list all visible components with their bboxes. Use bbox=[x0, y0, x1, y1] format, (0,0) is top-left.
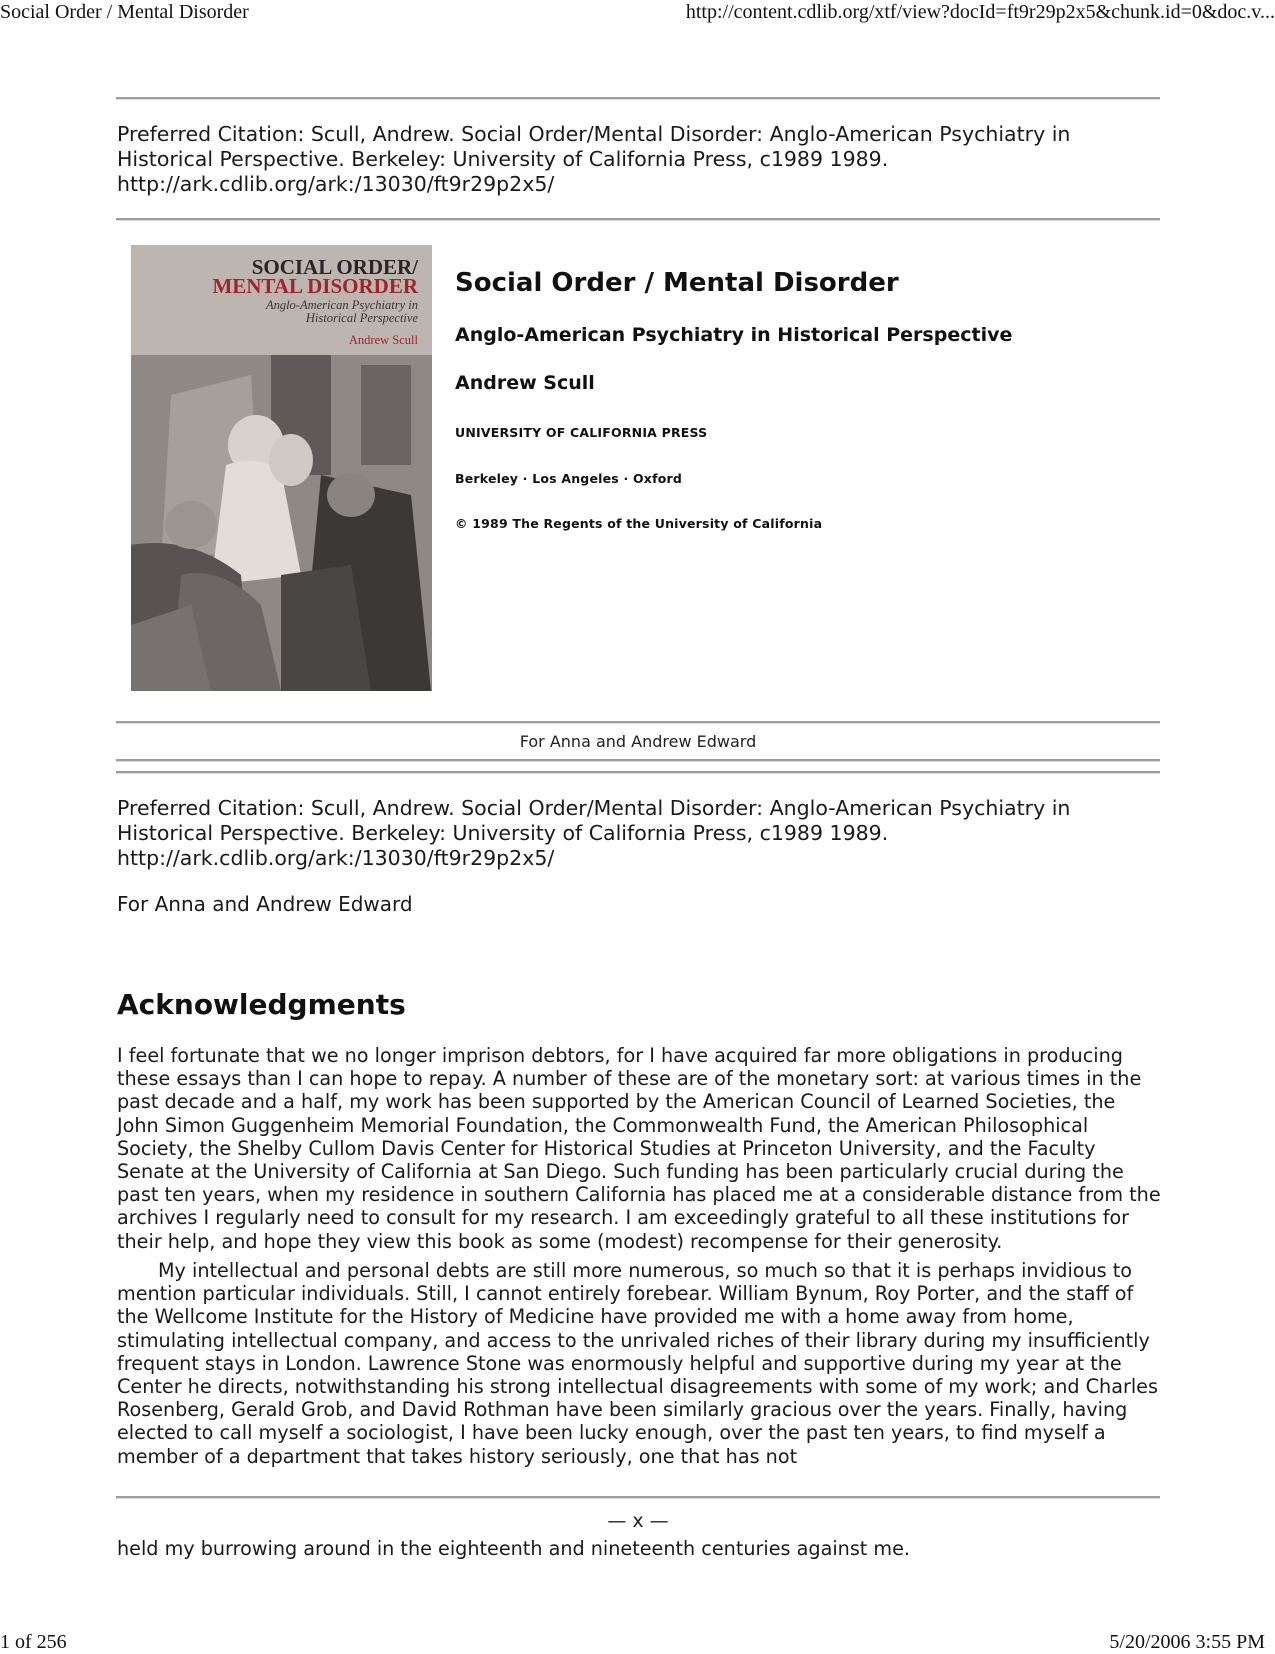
book-cover-image bbox=[131, 245, 432, 691]
text-line: Rosenberg, Gerald Grob, and David Rothman have been similarly gracious over the years. Finally, having bbox=[117, 1398, 1128, 1422]
text-line: stimulating intellectual company, and access to the unrivaled riches of their library during my insufficiently bbox=[117, 1328, 1150, 1352]
print-header-title: Social Order / Mental Disorder bbox=[0, 1, 249, 23]
text-line: the Wellcome Institute for the History of Medicine have provided me with a home away from home, bbox=[117, 1305, 1074, 1329]
text-line: My intellectual and personal debts are still more numerous, so much so that it is perhaps invidious to bbox=[158, 1259, 1133, 1282]
section-heading: Acknowledgments bbox=[117, 988, 406, 1021]
text-line: past ten years, when my residence in southern California has placed me at a considerable distance from the bbox=[117, 1183, 1161, 1207]
text-line: frequent stays in London. Lawrence Stone was enormously helpful and supportive during my year at the bbox=[117, 1351, 1122, 1375]
citation-line: Preferred Citation: Scull, Andrew. Social Order/Mental Disorder: Anglo-American Psychiatry in bbox=[117, 122, 1071, 146]
divider bbox=[116, 771, 1160, 774]
divider bbox=[116, 1496, 1160, 1499]
text-line: John Simon Guggenheim Memorial Foundation, the Commonwealth Fund, the American Philosophical bbox=[117, 1113, 1089, 1137]
citation-block-repeat bbox=[117, 796, 1167, 871]
citation-line: Historical Perspective. Berkeley: University of California Press, c1989 1989. bbox=[117, 147, 889, 171]
citation-line: Historical Perspective. Berkeley: University of California Press, c1989 1989. bbox=[117, 821, 889, 845]
publisher-places: Berkeley · Los Angeles · Oxford bbox=[455, 471, 683, 486]
cover-subtitle: Anglo-American Psychiatry in Historical Perspective bbox=[265, 298, 418, 325]
text-line: Society, the Shelby Cullom Davis Center for Historical Studies at Princeton University, and the Faculty bbox=[117, 1136, 1096, 1160]
continuation-line: held my burrowing around in the eighteenth and nineteenth centuries against me. bbox=[117, 1537, 911, 1560]
text-line: elected to call myself a sociologist, I have been lucky enough, over the past ten years, to find myself a bbox=[117, 1421, 1106, 1445]
copyright-notice: © 1989 The Regents of the University of California bbox=[455, 516, 823, 531]
text-line: past decade and a half, my work has been supported by the American Council of Learned Societies, the bbox=[117, 1090, 1116, 1114]
text-line: their help, and hope they view this book as some (modest) recompense for their generosity. bbox=[117, 1229, 1003, 1253]
cover-title-line2: MENTAL DISORDER bbox=[212, 274, 418, 298]
book-title: Social Order / Mental Disorder bbox=[455, 268, 899, 298]
text-line: I feel fortunate that we no longer imprison debtors, for I have acquired far more obligations in producing bbox=[117, 1044, 1123, 1067]
text-line: Senate at the University of California at San Diego. Such funding has been particularly crucial during the bbox=[117, 1160, 1124, 1184]
dedication: For Anna and Andrew Edward bbox=[117, 892, 413, 916]
text-line: these essays than I can hope to repay. A number of these are of the monetary sort: at various times in the bbox=[117, 1067, 1142, 1091]
divider bbox=[116, 721, 1160, 724]
cover-title-line1: SOCIAL ORDER/ bbox=[251, 255, 418, 279]
text-line: member of a department that takes history seriously, one that has not bbox=[117, 1444, 798, 1468]
citation-link[interactable]: http://ark.cdlib.org/ark:/13030/ft9r29p2x5/ bbox=[117, 172, 555, 196]
text-line: archives I regularly need to consult for my research. I am exceedingly grateful to all these institutions for bbox=[117, 1206, 1130, 1230]
divider bbox=[116, 218, 1160, 221]
citation-link[interactable]: http://ark.cdlib.org/ark:/13030/ft9r29p2x5/ bbox=[117, 846, 555, 870]
book-author: Andrew Scull bbox=[455, 372, 595, 394]
print-header-url: http://content.cdlib.org/xtf/view?docId=ft9r29p2x5&chunk.id=0&doc.v... bbox=[685, 1, 1275, 23]
divider bbox=[116, 97, 1160, 100]
acknowledgments-paragraph-1 bbox=[117, 1044, 1177, 1253]
text-line: mention particular individuals. Still, I cannot entirely forebear. William Bynum, Roy Porter, and the staff of bbox=[117, 1282, 1134, 1306]
citation-block bbox=[117, 122, 1167, 197]
publisher-name: UNIVERSITY OF CALIFORNIA PRESS bbox=[455, 425, 708, 440]
print-footer-datetime: 5/20/2006 3:55 PM bbox=[1109, 1631, 1265, 1653]
citation-line: Preferred Citation: Scull, Andrew. Social Order/Mental Disorder: Anglo-American Psychiatry in bbox=[117, 796, 1071, 820]
print-footer-page: 1 of 256 bbox=[0, 1631, 67, 1653]
divider bbox=[116, 759, 1160, 762]
acknowledgments-paragraph-2 bbox=[117, 1259, 1177, 1468]
cover-author: Andrew Scull bbox=[348, 333, 418, 347]
dedication-centered: For Anna and Andrew Edward bbox=[519, 732, 757, 751]
page-marker: — x — bbox=[607, 1510, 669, 1532]
text-line: Center he directs, notwithstanding his strong intellectual disagreements with some of my work; and Charles bbox=[117, 1375, 1158, 1399]
book-subtitle: Anglo-American Psychiatry in Historical Perspective bbox=[455, 324, 1013, 346]
